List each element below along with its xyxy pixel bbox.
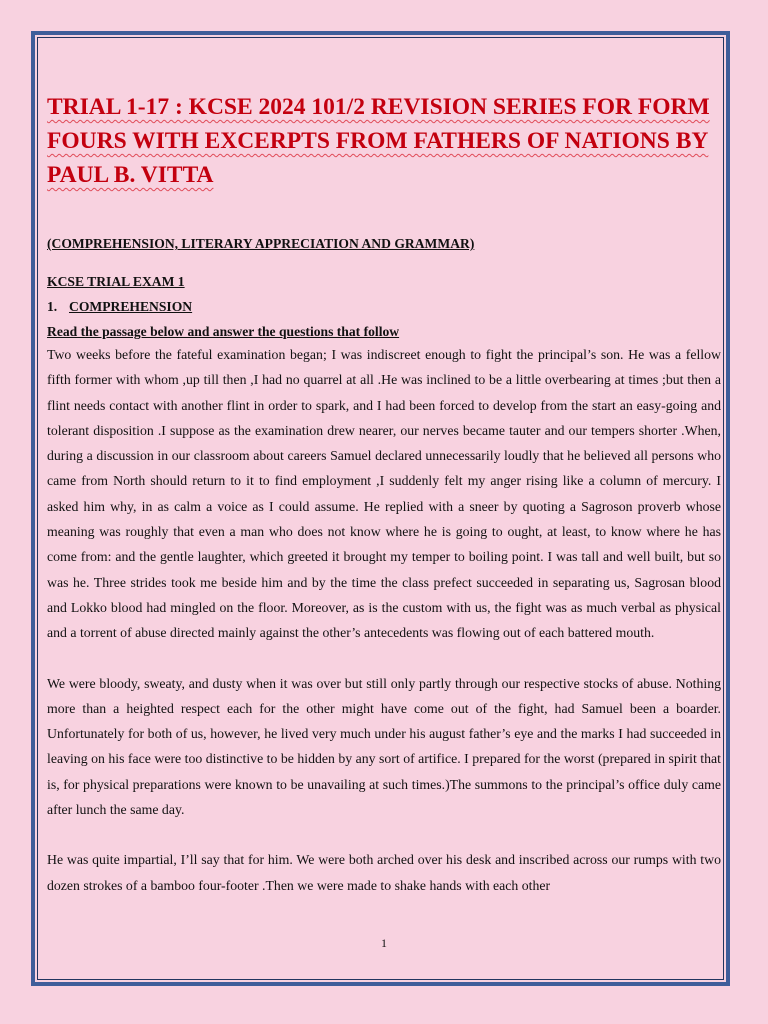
section-heading [47,298,721,316]
document-subtitle: (COMPREHENSION, LITERARY APPRECIATION AND GRAMMAR) [47,236,475,251]
instruction-text: Read the passage below and answer the questions that follow [47,324,400,339]
exam-label: KCSE TRIAL EXAM 1 [47,274,185,289]
document-title: TRIAL 1-17 : KCSE 2024 101/2 REVISION SERIES FOR FORM FOURS WITH EXCERPTS FROM FATHERS OF NATIONS BY PAUL B. VITTA [47,94,710,188]
section-number: 1. [47,299,58,314]
passage-paragraph: We were bloody, sweaty, and dusty when it was over but still only partly through our respective stocks of abuse. Nothing more than a heighted respect each for the other might have come out of the fight, had Samuel been a boarder. Unfortunately for both of us, however, he lived very much under his august father’s eye and the marks I had succeeded in leaving on his face were too distinctive to be hidden by any sort of artifice. I prepared for the worst (prepared in spirit that is, for physical preparations were known to be unavailing at such times.)The summons to the principal’s office duly came after lunch the same day. [47,675,721,818]
page-number: 1 [381,936,387,950]
document-body [47,90,721,898]
passage-paragraph: He was quite impartial, I’ll say that for him. We were both arched over his desk and inscribed across our rumps with two dozen strokes of a bamboo four-footer .Then we were made to shake hands with each other [47,852,721,893]
passage-paragraph: Two weeks before the fateful examination began; I was indiscreet enough to fight the principal’s son. He was a fellow fifth former with whom ,up till then ,I had no quarrel at all .He was inclined to be a little overbearing at times ;but then a flint needs contact with another flint in order to spark, and I had been forced to develop from the start an easy-going and tolerant disposition .I suppose as the examination drew nearer, our nerves became tauter and our tempers shorter .When, during a discussion in our classroom about careers Samuel declared unnecessarily loudly that he believed all persons who came from North should return to it to find employment ,I suddenly felt my anger rising like a column of mercury. I asked him why, in as calm a voice as I could assume. He replied with a sneer by quoting a Sagroson proverb whose meaning was roughly that even a man who does not know where he is going to ought, at least, to know where he has come from: and the gentle laughter, which greeted it brought my temper to boiling point. I was tall and well built, but so was he. Three strides took me beside him and by the time the class prefect succeeded in separating us, Sagrosan blood and Lokko blood had mingled on the floor. Moreover, as is the custom with us, the fight was as much verbal as physical and a torrent of abuse directed mainly against the other’s antecedents was flowing out of each battered mouth. [47,347,721,641]
section-label: COMPREHENSION [69,299,193,314]
